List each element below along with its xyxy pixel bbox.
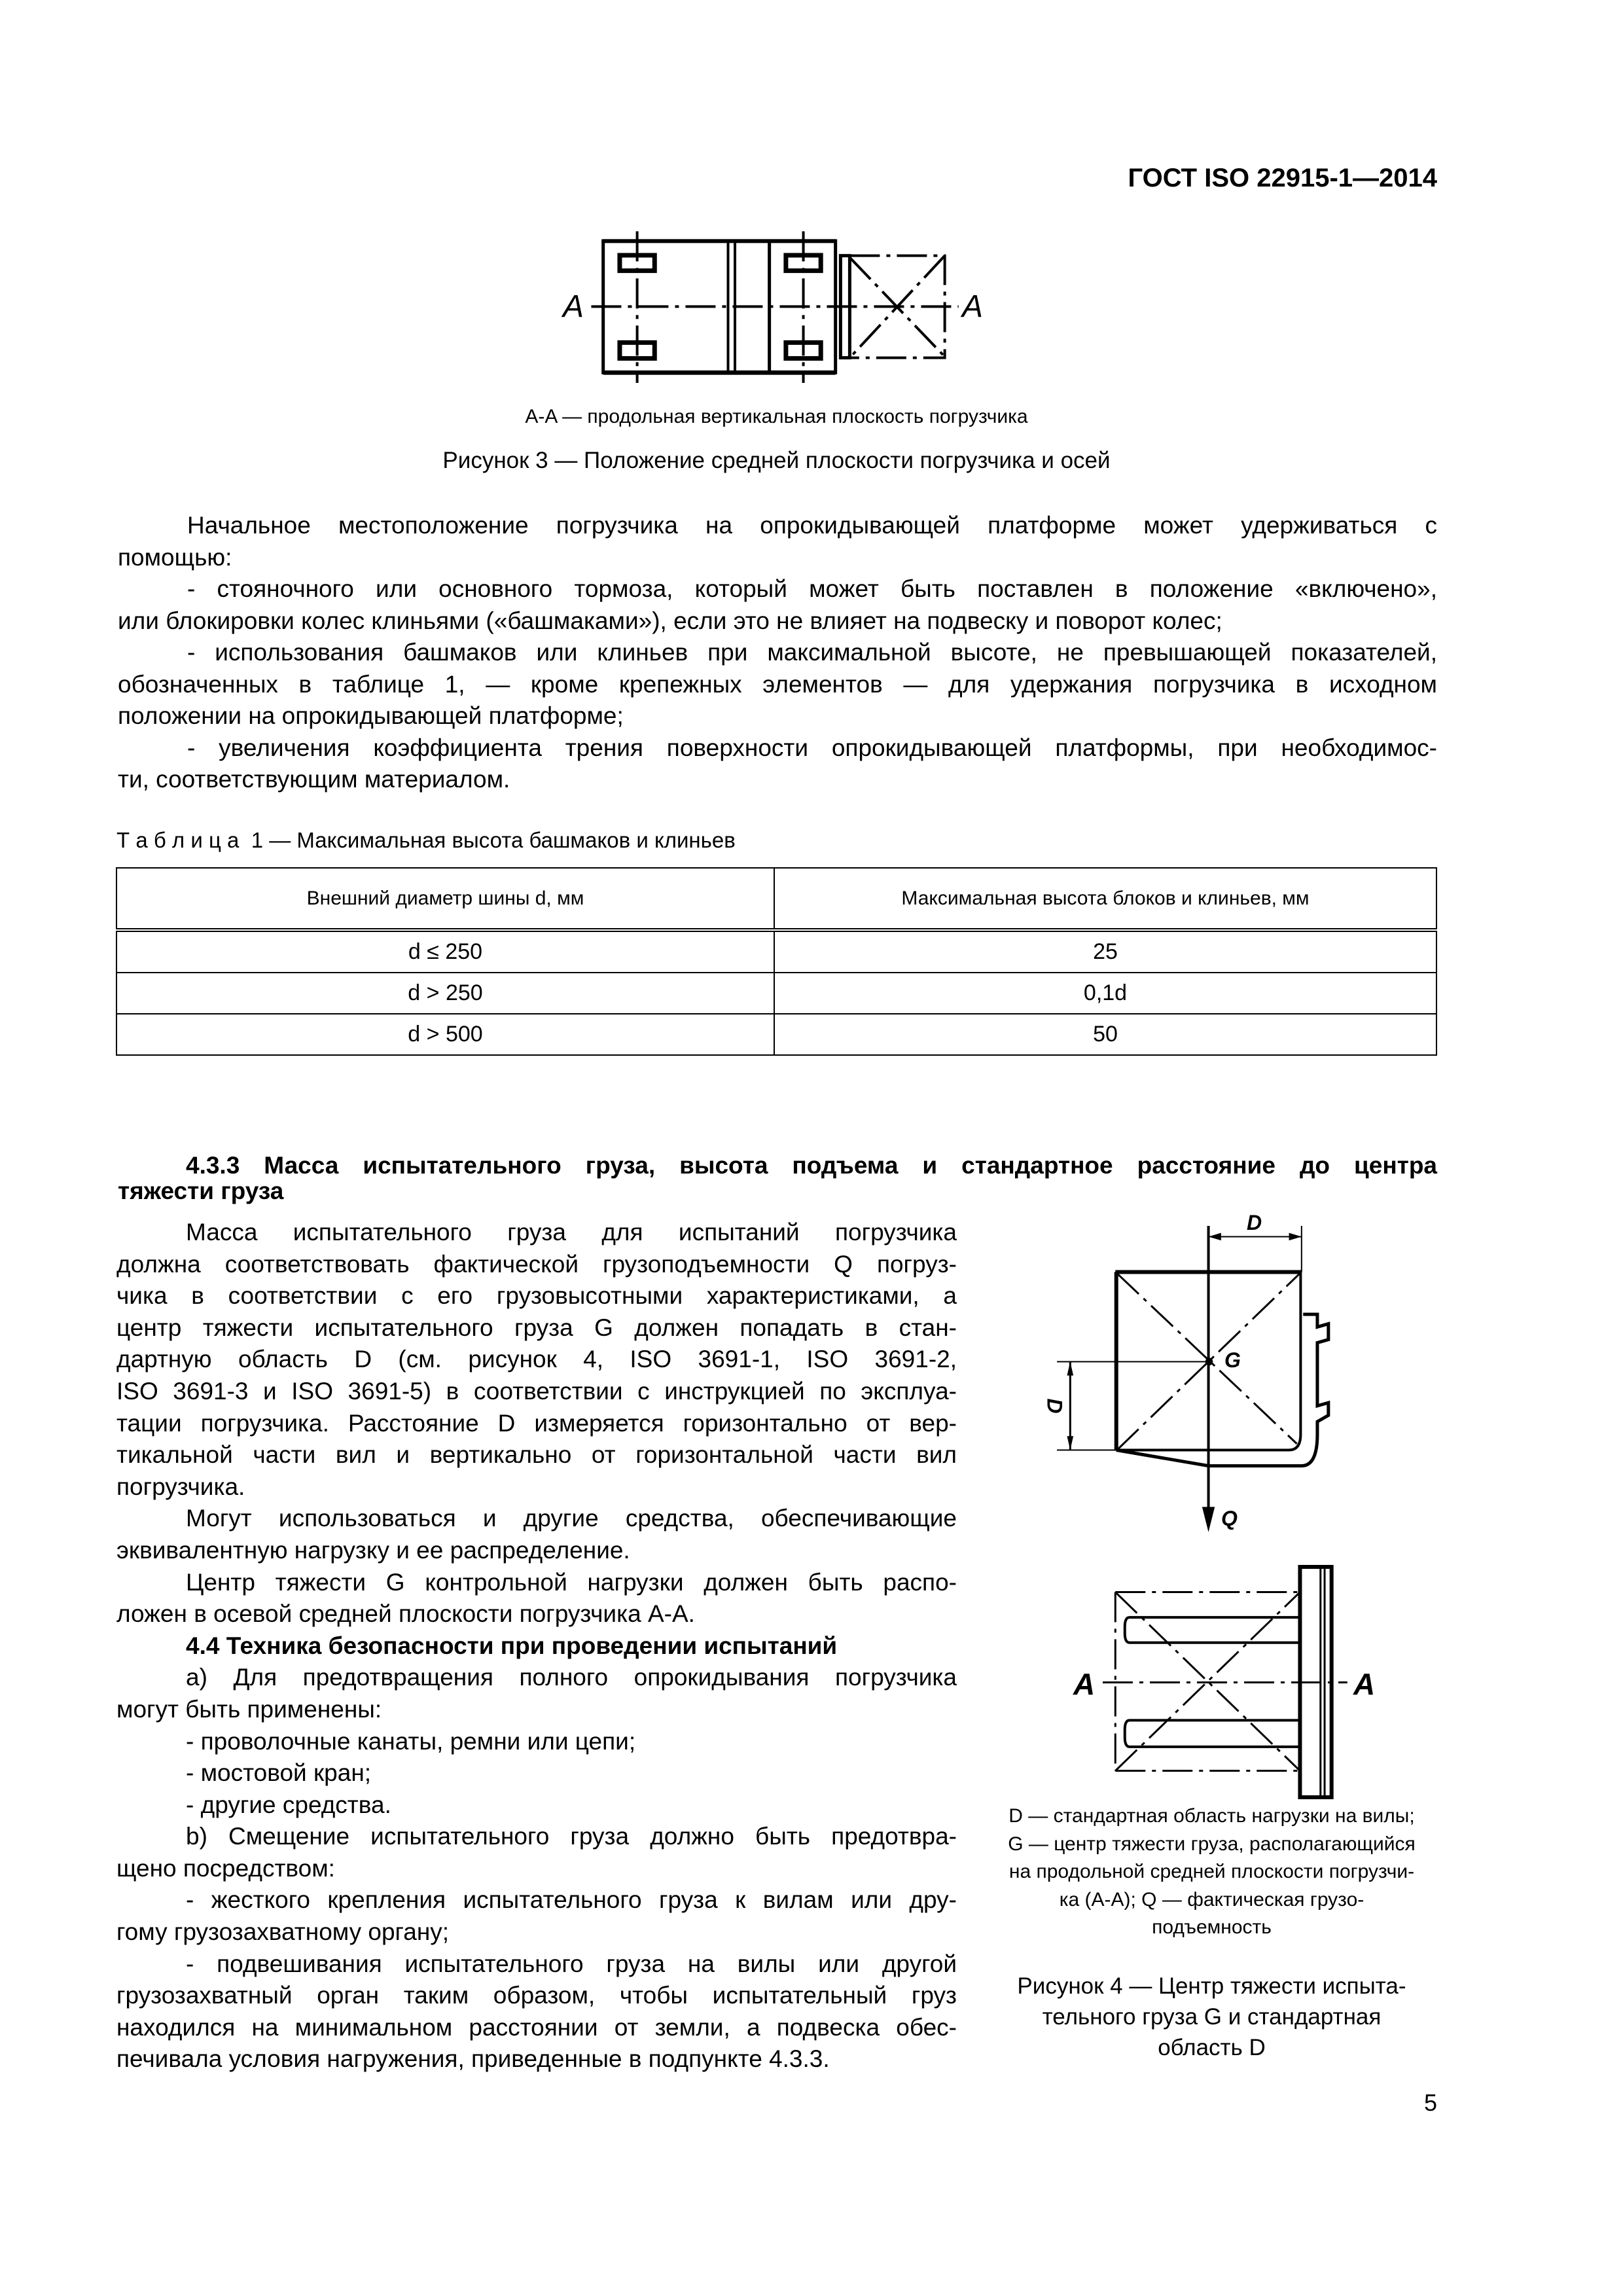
body-text-column [116, 1217, 957, 2075]
paragraph-line: - использования башмаков или клиньев при максимальной высоте, не превышающей показателей, [187, 639, 1437, 666]
paragraph-line: Начальное местоположение погрузчика на опрокидывающей платформе может удерживаться с [187, 512, 1437, 539]
paragraph-line: печивала условия нагружения, приведенные в подпункте 4.3.3. [116, 2045, 830, 2073]
table-header-row [116, 868, 1436, 930]
paragraph-line: ложен в осевой средней плоскости погрузчика A-A. [116, 1600, 695, 1628]
paragraph-line: - увеличения коэффициента трения поверхности опрокидывающей платформы, при необходимос- [187, 734, 1437, 761]
figure-4-label-a-left: A [1073, 1667, 1096, 1701]
figure-4-label-d-left: D [1043, 1398, 1067, 1414]
paragraph-line: чика в соответствии с его грузовысотными характеристиками, а [116, 1282, 957, 1310]
figure-3-caption: Рисунок 3 — Положение средней плоскости погрузчика и осей [442, 448, 1111, 473]
cell-height: 50 [774, 1014, 1436, 1055]
figure-4-label-d-top: D [1247, 1211, 1262, 1234]
table-1 [116, 867, 1437, 1056]
legend-line: ка (A-A); Q — фактическая грузо- [1059, 1888, 1364, 1910]
paragraph-line: центр тяжести испытательного груза G должен попадать в стан- [116, 1314, 957, 1341]
paragraph-line: - стояночного или основного тормоза, который может быть поставлен в положение «включено», [187, 575, 1437, 602]
cell-diameter: d ≤ 250 [116, 930, 774, 973]
figure-4-caption [982, 1971, 1442, 2063]
heading-line: тяжести груза [118, 1177, 284, 1204]
caption-line: Рисунок 4 — Центр тяжести испыта- [1017, 1973, 1406, 1999]
paragraph-line: - мостовой кран; [186, 1759, 372, 1787]
figure-4-label-q: Q [1221, 1507, 1238, 1530]
figure-3-drawing [458, 196, 1178, 491]
figure-3-legend: A-A — продольная вертикальная плоскость погрузчика [525, 406, 1028, 427]
paragraph-line: - жесткого крепления испытательного груза к вилам или дру- [186, 1886, 957, 1914]
legend-line: на продольной средней плоскости погрузчи- [1008, 1861, 1415, 1882]
paragraph-line: или блокировки колес клиньями («башмаками»), если это не влияет на подвеску и поворот колес; [118, 607, 1222, 634]
paragraph-line: ISO 3691-3 и ISO 3691-5) в соответствии с инструкцией по эксплуа- [116, 1377, 957, 1405]
paragraph-line: тации погрузчика. Расстояние D измеряется горизонтально от вер- [116, 1409, 957, 1437]
figure-4-label-a-right: A [1353, 1667, 1376, 1701]
standard-number: ГОСТ ISO 22915-1—2014 [1128, 164, 1437, 192]
paragraph-line: гому грузозахватному органу; [116, 1918, 450, 1946]
cell-diameter: d > 250 [116, 973, 774, 1014]
paragraph-line: - другие средства. [186, 1791, 391, 1818]
heading-line: 4.3.3 Масса испытательного груза, высота подъема и стандартное расстояние до центра [186, 1152, 1437, 1179]
cell-height: 0,1d [774, 973, 1436, 1014]
paragraph-line: b) Смещение испытательного груза должно быть предотвра- [186, 1823, 957, 1850]
document-header [1021, 164, 1437, 193]
paragraph-line: положении на опрокидывающей платформе; [118, 702, 624, 729]
page-number: 5 [1423, 2089, 1437, 2116]
paragraph-line: могут быть применены: [116, 1695, 382, 1723]
paragraph-line: погрузчика. [116, 1473, 245, 1500]
column-header-max-height: Максимальная высота блоков и клиньев, мм [774, 868, 1436, 930]
figure-4-label-g: G [1224, 1348, 1241, 1372]
paragraph-line: тикальной части вил и вертикально от горизонтальной части вил [116, 1441, 957, 1469]
paragraph-line: должна соответствовать фактической грузоподъемности Q погруз- [116, 1250, 957, 1278]
table-row [116, 973, 1436, 1014]
legend-line: D — стандартная область нагрузки на вилы; [1008, 1805, 1415, 1827]
subsection-heading-line: 4.4 Техника безопасности при проведении испытаний [186, 1632, 838, 1659]
caption-line: область D [1158, 2035, 1266, 2060]
caption-line: тельного груза G и стандартная [1042, 2004, 1382, 2030]
figure-3-label-a-right: A [962, 289, 984, 324]
cell-height: 25 [774, 930, 1436, 973]
paragraph-line: грузозахватный орган таким образом, чтобы испытательный груз [116, 1982, 957, 2009]
table-row [116, 930, 1436, 973]
paragraph-line: эквивалентную нагрузку и ее распределение. [116, 1536, 630, 1564]
intro-text [118, 510, 1437, 796]
paragraph-line: щено посредством: [116, 1854, 335, 1882]
paragraph-line: дартную область D (см. рисунок 4, ISO 3691-1, ISO 3691-2, [116, 1346, 957, 1373]
paragraph-line: обозначенных в таблице 1, — кроме крепежных элементов — для удержания погрузчика в исходном [118, 670, 1437, 698]
legend-line: G — центр тяжести груза, располагающийся [1008, 1833, 1416, 1855]
paragraph-line: а) Для предотвращения полного опрокидывания погрузчика [186, 1664, 957, 1691]
table-1-title: Т а б л и ц а 1 — Максимальная высота башмаков и клиньев [116, 828, 736, 852]
figure-4-legend [982, 1803, 1442, 1942]
paragraph-line: находился на минимальном расстоянии от земли, а подвеска обес- [116, 2013, 957, 2041]
paragraph-line: Центр тяжести G контрольной нагрузки должен быть распо- [186, 1568, 957, 1596]
paragraph-line: - подвешивания испытательного груза на вилы или другой [186, 1950, 957, 1977]
paragraph-line: Могут использоваться и другие средства, обеспечивающие [186, 1505, 957, 1532]
legend-line: подъемность [1152, 1916, 1272, 1938]
column-header-tire-diameter: Внешний диаметр шины d, мм [116, 868, 774, 930]
paragraph-line: - проволочные канаты, ремни или цепи; [186, 1727, 636, 1755]
cell-diameter: d > 500 [116, 1014, 774, 1055]
table-row [116, 1014, 1436, 1055]
paragraph-line: помощью: [118, 543, 232, 571]
paragraph-line: ти, соответствующим материалом. [118, 766, 510, 793]
paragraph-line: Масса испытательного груза для испытаний погрузчика [186, 1219, 957, 1246]
figure-3-label-a-left: A [563, 289, 584, 324]
